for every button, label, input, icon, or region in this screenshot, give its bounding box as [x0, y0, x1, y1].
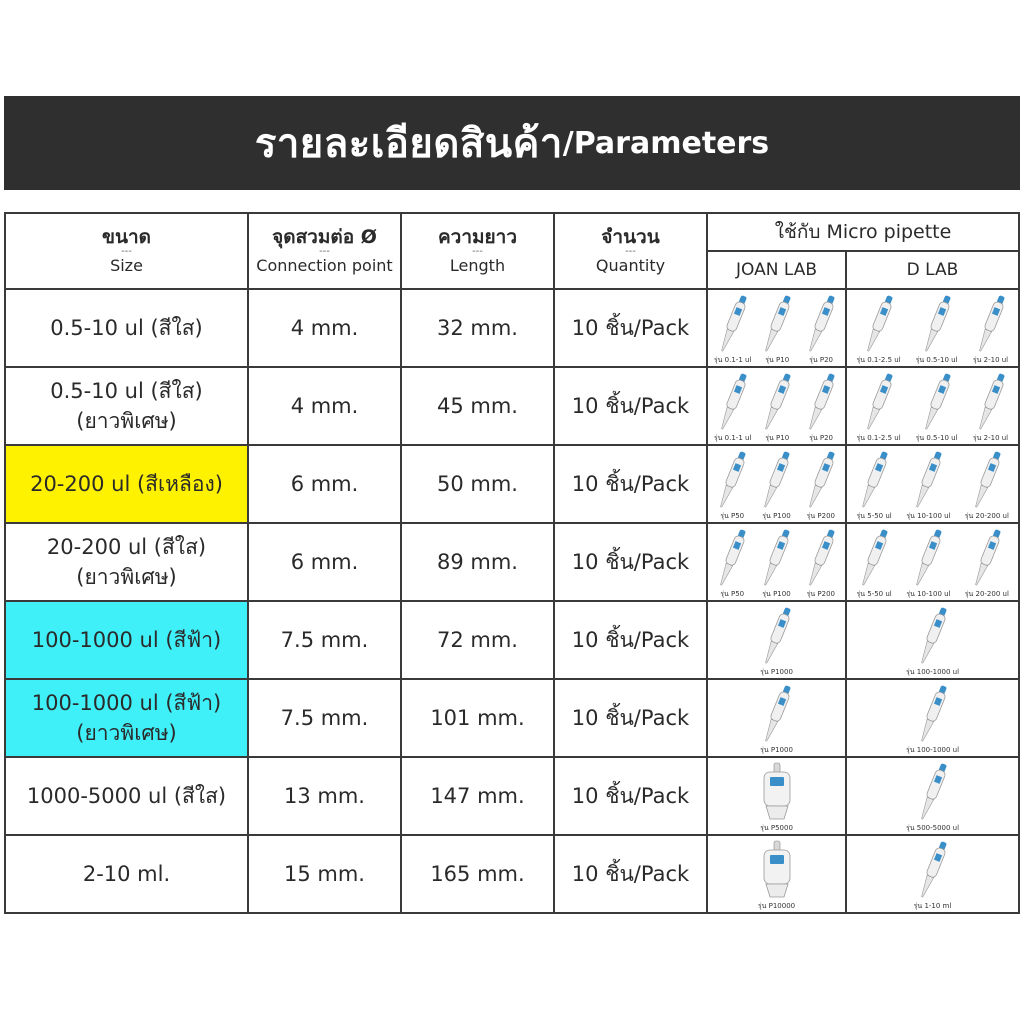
- pipette-icon: [861, 293, 897, 355]
- pipette-item: [965, 449, 1009, 520]
- pipette-icon: [910, 527, 946, 589]
- cell-quantity: 10 ชิ้น/Pack: [554, 757, 707, 835]
- size-line-2: (ยาวพิเศษ): [76, 721, 177, 745]
- pipette-model-label: รุ่น 20-200 ul: [964, 512, 1009, 520]
- header-qty-th: จำนวน: [601, 226, 660, 248]
- cell-dlab-pipettes: [846, 445, 1019, 523]
- pipette-icon: [915, 605, 951, 667]
- pipette-group: [847, 292, 1018, 364]
- pipette-model-label: รุ่น 5-50 ul: [856, 512, 892, 520]
- pipette-model-label: รุ่น P200: [806, 590, 835, 598]
- pipette-model-label: รุ่น P5000: [760, 824, 793, 832]
- header-dash: ---: [472, 246, 483, 257]
- pipette-model-label: รุ่น 2-10 ul: [972, 434, 1009, 442]
- header-dash: ---: [319, 246, 330, 257]
- size-line-1: 20-200 ul (สีเหลือง): [30, 472, 223, 496]
- pipette-item: [714, 527, 750, 598]
- pipette-group: [708, 604, 845, 676]
- cell-joanlab-pipettes: [707, 445, 846, 523]
- cell-joanlab-pipettes: [707, 835, 846, 913]
- cell-dlab-pipettes: [846, 835, 1019, 913]
- pipette-model-label: รุ่น 10-100 ul: [906, 590, 951, 598]
- pipette-icon: [973, 371, 1009, 433]
- pipette-model-label: รุ่น P10: [765, 434, 790, 442]
- cell-quantity: 10 ชิ้น/Pack: [554, 523, 707, 601]
- table-row: [5, 601, 1019, 679]
- size-line-1: 100-1000 ul (สีฟ้า): [31, 628, 222, 652]
- pipette-item: [965, 527, 1009, 598]
- pipette-model-label: รุ่น 0.5-10 ul: [915, 356, 958, 364]
- pipette-item: [856, 371, 900, 442]
- cell-joanlab-pipettes: [707, 523, 846, 601]
- cell-size: [5, 367, 248, 445]
- cell-dlab-pipettes: [846, 601, 1019, 679]
- pipette-model-label: รุ่น P10: [765, 356, 790, 364]
- size-line-2: (ยาวพิเศษ): [76, 409, 177, 433]
- pipette-icon: [969, 527, 1005, 589]
- pipette-icon: [861, 371, 897, 433]
- cell-dlab-pipettes: [846, 289, 1019, 367]
- header-len-en: Length: [449, 256, 506, 275]
- pipette-icon: [803, 449, 839, 511]
- pipette-item: [803, 293, 839, 364]
- pipette-item: [754, 839, 800, 910]
- cell-dlab-pipettes: [846, 757, 1019, 835]
- pipette-model-label: รุ่น P1000: [760, 746, 793, 754]
- header-conn-th: จุดสวมต่อ Ø: [272, 226, 377, 248]
- pipette-item: [906, 761, 959, 832]
- pipette-model-label: รุ่น 0.1-2.5 ul: [856, 434, 901, 442]
- pipette-icon: [754, 839, 800, 901]
- pipette-item: [759, 605, 795, 676]
- cell-connection: 6 mm.: [248, 523, 401, 601]
- pipette-icon: [803, 527, 839, 589]
- pipette-item: [759, 371, 795, 442]
- cell-joanlab-pipettes: [707, 367, 846, 445]
- pipette-item: [916, 293, 958, 364]
- cell-quantity: 10 ชิ้น/Pack: [554, 601, 707, 679]
- pipette-item: [759, 683, 795, 754]
- pipette-group: [708, 526, 845, 598]
- header-brand-joanlab: JOAN LAB: [707, 251, 846, 289]
- pipette-icon: [803, 371, 839, 433]
- pipette-item: [914, 839, 952, 910]
- size-line-1: 0.5-10 ul (สีใส): [50, 316, 203, 340]
- pipette-group: [708, 292, 845, 364]
- pipette-model-label: รุ่น 1-10 ml: [913, 902, 952, 910]
- size-line-1: 0.5-10 ul (สีใส): [50, 379, 203, 403]
- cell-length: 50 mm.: [401, 445, 554, 523]
- cell-length: 32 mm.: [401, 289, 554, 367]
- pipette-item: [754, 761, 800, 832]
- table-row: [5, 835, 1019, 913]
- size-line-1: 2-10 ml.: [82, 862, 171, 886]
- pipette-icon: [910, 449, 946, 511]
- size-line-2: (ยาวพิเศษ): [76, 565, 177, 589]
- banner-subtitle: /Parameters: [562, 125, 770, 161]
- pipette-icon: [759, 293, 795, 355]
- header-dash: ---: [625, 246, 636, 257]
- cell-length: 89 mm.: [401, 523, 554, 601]
- pipette-model-label: รุ่น P50: [720, 590, 745, 598]
- cell-joanlab-pipettes: [707, 601, 846, 679]
- pipette-icon: [919, 293, 955, 355]
- pipette-icon: [759, 371, 795, 433]
- pipette-item: [803, 371, 839, 442]
- pipette-icon: [759, 683, 795, 745]
- pipette-model-label: รุ่น P200: [806, 512, 835, 520]
- header-compat: ใช้กับ Micro pipette: [707, 213, 1019, 251]
- pipette-model-label: รุ่น 100-1000 ul: [905, 746, 960, 754]
- pipette-item: [973, 371, 1009, 442]
- pipette-model-label: รุ่น 0.5-10 ul: [915, 434, 958, 442]
- size-line-1: 1000-5000 ul (สีใส): [26, 784, 227, 808]
- pipette-group: [847, 526, 1018, 598]
- pipette-icon: [715, 293, 751, 355]
- header-quantity: [554, 213, 707, 289]
- table-row: [5, 523, 1019, 601]
- pipette-item: [906, 527, 950, 598]
- pipette-item: [856, 293, 900, 364]
- cell-joanlab-pipettes: [707, 679, 846, 757]
- pipette-model-label: รุ่น 5-50 ul: [856, 590, 892, 598]
- pipette-model-label: รุ่น P50: [720, 512, 745, 520]
- size-line-1: 100-1000 ul (สีฟ้า): [31, 691, 222, 715]
- pipette-group: [708, 370, 845, 442]
- pipette-group: [847, 370, 1018, 442]
- cell-quantity: 10 ชิ้น/Pack: [554, 445, 707, 523]
- cell-size: [5, 601, 248, 679]
- pipette-item: [714, 371, 752, 442]
- pipette-item: [856, 449, 892, 520]
- pipette-model-label: รุ่น 0.1-1 ul: [713, 434, 752, 442]
- cell-connection: 4 mm.: [248, 289, 401, 367]
- pipette-group: [847, 838, 1018, 910]
- pipette-model-label: รุ่น P20: [809, 356, 834, 364]
- cell-size: [5, 757, 248, 835]
- cell-size: [5, 523, 248, 601]
- table-row: [5, 679, 1019, 757]
- table-body: [5, 289, 1019, 913]
- cell-dlab-pipettes: [846, 679, 1019, 757]
- pipette-model-label: รุ่น 0.1-2.5 ul: [856, 356, 901, 364]
- cell-quantity: 10 ชิ้น/Pack: [554, 835, 707, 913]
- pipette-model-label: รุ่น 2-10 ul: [972, 356, 1009, 364]
- pipette-group: [708, 682, 845, 754]
- header-len-th: ความยาว: [437, 226, 518, 248]
- pipette-item: [856, 527, 892, 598]
- pipette-item: [906, 449, 950, 520]
- pipette-icon: [856, 449, 892, 511]
- pipette-group: [847, 682, 1018, 754]
- header-length: [401, 213, 554, 289]
- header-connection: [248, 213, 401, 289]
- pipette-group: [847, 448, 1018, 520]
- table-row: [5, 445, 1019, 523]
- cell-size: [5, 445, 248, 523]
- pipette-item: [803, 449, 839, 520]
- pipette-item: [758, 449, 794, 520]
- pipette-icon: [754, 761, 800, 823]
- pipette-item: [714, 449, 750, 520]
- pipette-group: [847, 604, 1018, 676]
- pipette-icon: [919, 371, 955, 433]
- pipette-icon: [759, 605, 795, 667]
- header-size-en: Size: [110, 256, 143, 275]
- pipette-model-label: รุ่น 500-5000 ul: [905, 824, 960, 832]
- pipette-icon: [973, 293, 1009, 355]
- title-banner: [4, 96, 1020, 190]
- header-size-th: ขนาด: [102, 226, 151, 248]
- pipette-group: [708, 760, 845, 832]
- pipette-icon: [758, 449, 794, 511]
- pipette-icon: [915, 683, 951, 745]
- pipette-icon: [915, 839, 951, 901]
- cell-joanlab-pipettes: [707, 289, 846, 367]
- table-row: [5, 367, 1019, 445]
- table-row: [5, 757, 1019, 835]
- cell-connection: 15 mm.: [248, 835, 401, 913]
- pipette-icon: [714, 449, 750, 511]
- cell-length: 165 mm.: [401, 835, 554, 913]
- cell-connection: 7.5 mm.: [248, 679, 401, 757]
- cell-length: 147 mm.: [401, 757, 554, 835]
- cell-joanlab-pipettes: [707, 757, 846, 835]
- pipette-model-label: รุ่น 20-200 ul: [964, 590, 1009, 598]
- pipette-model-label: รุ่น P100: [762, 590, 791, 598]
- pipette-icon: [969, 449, 1005, 511]
- pipette-item: [714, 293, 752, 364]
- pipette-group: [708, 448, 845, 520]
- pipette-item: [906, 683, 959, 754]
- pipette-item: [803, 527, 839, 598]
- cell-quantity: 10 ชิ้น/Pack: [554, 367, 707, 445]
- pipette-icon: [758, 527, 794, 589]
- header-dash: ---: [121, 246, 132, 257]
- cell-length: 101 mm.: [401, 679, 554, 757]
- size-line-1: 20-200 ul (สีใส): [46, 535, 207, 559]
- pipette-model-label: รุ่น P20: [809, 434, 834, 442]
- cell-connection: 6 mm.: [248, 445, 401, 523]
- pipette-group: [708, 838, 845, 910]
- header-conn-en: Connection point: [256, 256, 393, 275]
- cell-connection: 13 mm.: [248, 757, 401, 835]
- pipette-model-label: รุ่น P100: [762, 512, 791, 520]
- cell-size: [5, 679, 248, 757]
- header-row: [5, 213, 1019, 251]
- cell-size: [5, 289, 248, 367]
- pipette-item: [758, 527, 794, 598]
- header-size: [5, 213, 248, 289]
- banner-title: รายละเอียดสินค้า: [254, 121, 563, 167]
- pipette-model-label: รุ่น 0.1-1 ul: [713, 356, 752, 364]
- pipette-item: [906, 605, 959, 676]
- pipette-group: [847, 760, 1018, 832]
- pipette-model-label: รุ่น 100-1000 ul: [905, 668, 960, 676]
- cell-length: 72 mm.: [401, 601, 554, 679]
- cell-length: 45 mm.: [401, 367, 554, 445]
- parameters-table: [4, 212, 1020, 914]
- pipette-icon: [915, 761, 951, 823]
- pipette-item: [759, 293, 795, 364]
- cell-quantity: 10 ชิ้น/Pack: [554, 679, 707, 757]
- pipette-model-label: รุ่น 10-100 ul: [906, 512, 951, 520]
- pipette-item: [973, 293, 1009, 364]
- cell-size: [5, 835, 248, 913]
- cell-connection: 4 mm.: [248, 367, 401, 445]
- pipette-icon: [714, 527, 750, 589]
- pipette-icon: [803, 293, 839, 355]
- pipette-model-label: รุ่น P10000: [757, 902, 796, 910]
- header-brand-dlab: D LAB: [846, 251, 1019, 289]
- cell-quantity: 10 ชิ้น/Pack: [554, 289, 707, 367]
- table-row: [5, 289, 1019, 367]
- cell-dlab-pipettes: [846, 523, 1019, 601]
- cell-connection: 7.5 mm.: [248, 601, 401, 679]
- pipette-icon: [856, 527, 892, 589]
- pipette-item: [916, 371, 958, 442]
- header-qty-en: Quantity: [595, 256, 666, 275]
- pipette-icon: [715, 371, 751, 433]
- pipette-model-label: รุ่น P1000: [760, 668, 793, 676]
- cell-dlab-pipettes: [846, 367, 1019, 445]
